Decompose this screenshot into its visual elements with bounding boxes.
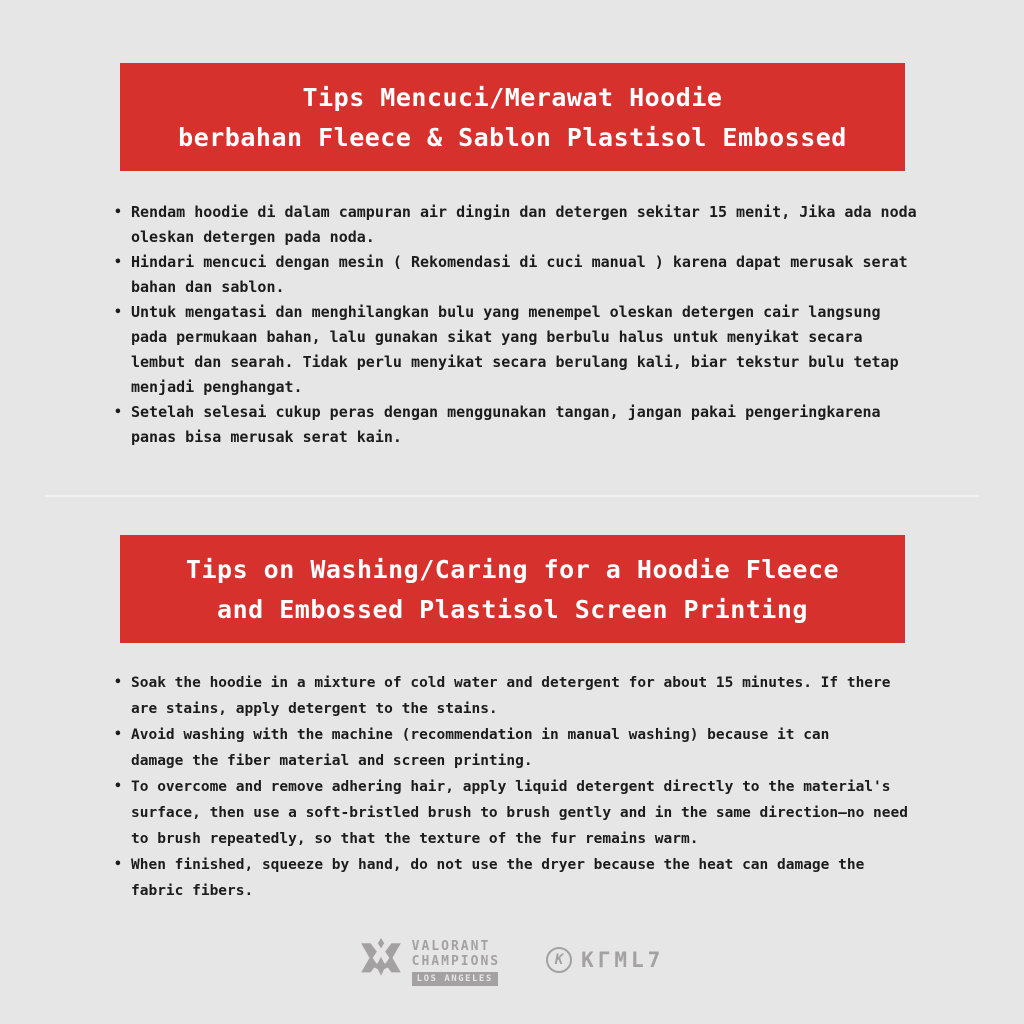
brand-monogram-icon bbox=[546, 947, 572, 973]
valorant-wordmark-line-1: VALORANT bbox=[411, 938, 491, 954]
valorant-wordmark bbox=[412, 939, 500, 986]
footer-logos bbox=[0, 938, 1024, 986]
care-tip-item: • Avoid washing with the machine (recommendation in manual washing) because it can damage the fiber material and screen printing. bbox=[112, 722, 924, 774]
care-tips-list-indonesian bbox=[112, 200, 924, 450]
care-tip-item: • Soak the hoodie in a mixture of cold water and detergent for about 15 minutes. If there are stains, apply detergent to the stains. bbox=[112, 670, 924, 722]
banner-title-line-1: Tips on Washing/Caring for a Hoodie Fleece bbox=[185, 554, 840, 584]
care-tips-list-english bbox=[112, 670, 924, 904]
valorant-champions-logo bbox=[360, 938, 500, 986]
care-tip-item: • Untuk mengatasi dan menghilangkan bulu yang menempel oleskan detergen cair langsung pada permukaan bahan, lalu gunakan sikat yang berbulu halus untuk menyikat secara lembut dan searah. Tidak perlu menyikat secara berulang kali, biar tekstur bulu tetap menjadi penghangat. bbox=[112, 300, 924, 400]
care-tip-item: • When finished, squeeze by hand, do not use the dryer because the heat can damage the fabric fibers. bbox=[112, 852, 924, 904]
valorant-wordmark-line-2: CHAMPIONS bbox=[411, 953, 501, 969]
section-divider bbox=[45, 495, 979, 497]
care-tip-item: • To overcome and remove adhering hair, apply liquid detergent directly to the material's surface, then use a soft-bristled brush to brush gently and in the same direction—no need to brush repeatedly, so that the texture of the fur remains warm. bbox=[112, 774, 924, 852]
care-tip-item: • Hindari mencuci dengan mesin ( Rekomendasi di cuci manual ) karena dapat merusak serat bahan dan sablon. bbox=[112, 250, 924, 300]
banner-title-line-2: and Embossed Plastisol Screen Printing bbox=[217, 594, 808, 624]
banner-indonesian-title bbox=[120, 63, 905, 171]
brand-wordmark: KΓML7 bbox=[581, 948, 665, 972]
banner-title-line-1: Tips Mencuci/Merawat Hoodie bbox=[302, 82, 723, 112]
care-tip-item: • Rendam hoodie di dalam campuran air dingin dan detergen sekitar 15 menit, Jika ada noda oleskan detergen pada noda. bbox=[112, 200, 924, 250]
care-tip-item: • Setelah selesai cukup peras dengan menggunakan tangan, jangan pakai pengeringkarena panas bisa merusak serat kain. bbox=[112, 400, 924, 450]
brand-monogram-letter: K bbox=[554, 952, 564, 968]
banner-english-title bbox=[120, 535, 905, 643]
krml7-brand-logo bbox=[546, 947, 664, 973]
los-angeles-badge: LOS ANGELES bbox=[412, 972, 498, 986]
valorant-mark-icon bbox=[360, 938, 402, 986]
banner-title-line-2: berbahan Fleece & Sablon Plastisol Embossed bbox=[178, 122, 847, 152]
